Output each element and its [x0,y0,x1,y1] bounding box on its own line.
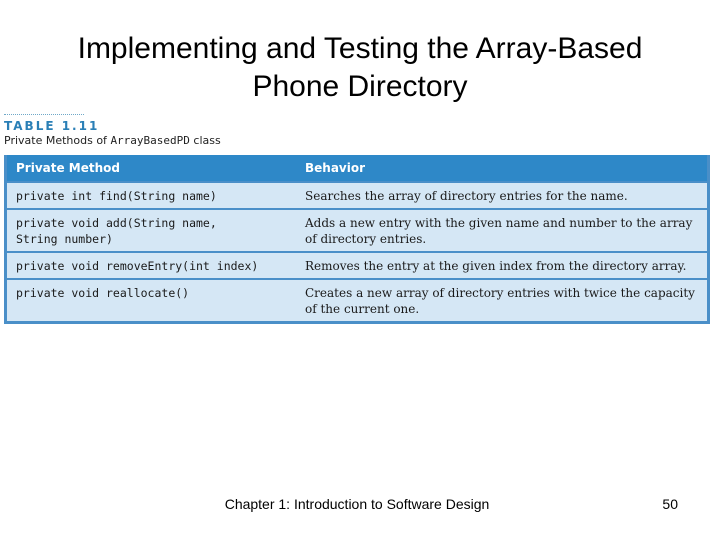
table-row [6,252,709,279]
table-caption-suffix: class [189,134,221,147]
column-header-method: Private Method [16,161,120,175]
table-row [6,209,709,252]
method-behavior: Creates a new array of directory entries with twice the capacity of the current one. [296,279,709,323]
slide-title-line-1: Implementing and Testing the Array-Based [77,32,643,65]
method-behavior: Adds a new entry with the given name and number to the array of directory entries. [296,209,709,252]
dotted-rule [4,114,84,115]
column-header-behavior: Behavior [305,161,366,175]
slide-title-line-2: Phone Directory [252,70,468,103]
table-figure [4,114,710,324]
method-signature: private void removeEntry(int index) [6,252,297,279]
slide-title [0,30,720,106]
table-row [6,279,709,323]
footer-chapter-text: Chapter 1: Introduction to Software Design [224,496,490,512]
table-caption [4,133,710,149]
table-caption-class: ArrayBasedPD [110,134,190,147]
method-behavior: Removes the entry at the given index from the directory array. [296,252,709,279]
table-caption-prefix: Private Methods of [4,134,111,147]
method-signature: private void add(String name, String number) [6,209,297,252]
method-signature: private int find(String name) [6,182,297,209]
table-row [6,182,709,209]
method-behavior: Searches the array of directory entries for the name. [296,182,709,209]
private-methods-table [4,155,710,324]
page-number: 50 [662,496,678,512]
table-header-row [6,155,709,182]
method-signature: private void reallocate() [6,279,297,323]
table-label: TABLE 1.11 [4,119,100,133]
